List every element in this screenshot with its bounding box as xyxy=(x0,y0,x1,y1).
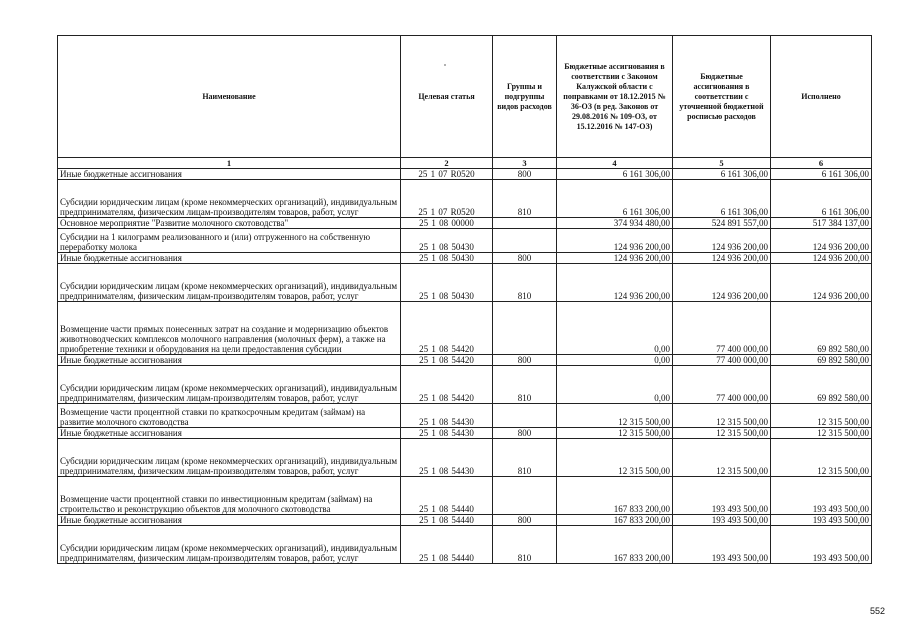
amount-refined: 124 936 200,00 xyxy=(673,229,771,253)
expense-group xyxy=(493,477,557,515)
amount-law: 0,00 xyxy=(557,366,673,404)
header-refined-allocations: Бюджетные ассигнования в соответствии с уточненной бюджетной росписью расходов xyxy=(673,36,771,158)
amount-refined: 193 493 500,00 xyxy=(673,515,771,526)
table-row xyxy=(58,355,872,366)
target-article-code: 25 1 08 50430 xyxy=(401,229,493,253)
amount-refined: 12 315 500,00 xyxy=(673,428,771,439)
row-name: Возмещение части процентной ставки по краткосрочным кредитам (займам) на развитие молочного скотоводства xyxy=(58,404,401,428)
expense-group: 810 xyxy=(493,180,557,218)
amount-law: 167 833 200,00 xyxy=(557,515,673,526)
amount-law: 167 833 200,00 xyxy=(557,526,673,564)
row-name: Субсидии юридическим лицам (кроме некоммерческих организаций), индивидуальным предпринимателям, физическим лицам-производителям товаров, работ, услуг xyxy=(58,526,401,564)
expense-group: 810 xyxy=(493,439,557,477)
amount-refined: 524 891 557,00 xyxy=(673,218,771,229)
column-number: 4 xyxy=(557,158,673,169)
target-article-code: 25 1 08 50430 xyxy=(401,264,493,302)
target-article-code: 25 1 08 54440 xyxy=(401,515,493,526)
amount-law: 0,00 xyxy=(557,355,673,366)
row-name: Иные бюджетные ассигнования xyxy=(58,428,401,439)
table-row xyxy=(58,515,872,526)
amount-executed: 69 892 580,00 xyxy=(771,302,872,355)
table-row xyxy=(58,229,872,253)
expense-group: 800 xyxy=(493,428,557,439)
table-row xyxy=(58,264,872,302)
expense-group xyxy=(493,404,557,428)
budget-table xyxy=(57,35,872,564)
amount-law: 6 161 306,00 xyxy=(557,169,673,180)
target-article-code: 25 1 08 54420 xyxy=(401,355,493,366)
table-row xyxy=(58,253,872,264)
target-article-code: 25 1 08 54430 xyxy=(401,428,493,439)
amount-law: 124 936 200,00 xyxy=(557,229,673,253)
amount-refined: 77 400 000,00 xyxy=(673,302,771,355)
amount-executed: 69 892 580,00 xyxy=(771,366,872,404)
amount-law: 0,00 xyxy=(557,302,673,355)
amount-refined: 124 936 200,00 xyxy=(673,253,771,264)
table-row xyxy=(58,439,872,477)
amount-law: 12 315 500,00 xyxy=(557,404,673,428)
amount-refined: 12 315 500,00 xyxy=(673,404,771,428)
table-row xyxy=(58,526,872,564)
table-row xyxy=(58,366,872,404)
expense-group: 800 xyxy=(493,169,557,180)
amount-refined: 193 493 500,00 xyxy=(673,526,771,564)
column-number: 3 xyxy=(493,158,557,169)
page-number: 552 xyxy=(869,606,885,616)
target-article-code: 25 1 07 R0520 xyxy=(401,180,493,218)
row-name: Субсидии юридическим лицам (кроме некоммерческих организаций), индивидуальным предпринимателям, физическим лицам-производителям товаров, работ, услуг xyxy=(58,180,401,218)
amount-executed: 12 315 500,00 xyxy=(771,439,872,477)
amount-refined: 77 400 000,00 xyxy=(673,366,771,404)
expense-group xyxy=(493,302,557,355)
target-article-code: 25 1 08 54430 xyxy=(401,439,493,477)
amount-executed: 193 493 500,00 xyxy=(771,526,872,564)
amount-executed: 193 493 500,00 xyxy=(771,515,872,526)
header-target-article: Целевая статья xyxy=(401,36,493,158)
expense-group: 800 xyxy=(493,515,557,526)
amount-refined: 6 161 306,00 xyxy=(673,169,771,180)
amount-executed: 6 161 306,00 xyxy=(771,180,872,218)
row-name: Основное мероприятие "Развитие молочного скотоводства" xyxy=(58,218,401,229)
row-name: Иные бюджетные ассигнования xyxy=(58,253,401,264)
row-name: Возмещение части прямых понесенных затрат на создание и модернизацию объектов животноводческих комплексов молочного направления (молочных ферм), а также на приобретение техники и оборудования на цели предоставления субсидии xyxy=(58,302,401,355)
table-row xyxy=(58,169,872,180)
scan-speck xyxy=(444,64,446,66)
row-name: Субсидии юридическим лицам (кроме некоммерческих организаций), индивидуальным предпринимателям, физическим лицам-производителям товаров, работ, услуг xyxy=(58,264,401,302)
row-name: Возмещение части процентной ставки по инвестиционным кредитам (займам) на строительство и реконструкцию объектов для молочного скотоводства xyxy=(58,477,401,515)
amount-law: 124 936 200,00 xyxy=(557,253,673,264)
expense-group: 810 xyxy=(493,264,557,302)
amount-law: 374 934 480,00 xyxy=(557,218,673,229)
target-article-code: 25 1 08 54430 xyxy=(401,404,493,428)
expense-group xyxy=(493,229,557,253)
table-row xyxy=(58,477,872,515)
target-article-code: 25 1 08 54420 xyxy=(401,302,493,355)
amount-executed: 517 384 137,00 xyxy=(771,218,872,229)
row-name: Иные бюджетные ассигнования xyxy=(58,515,401,526)
table-row xyxy=(58,404,872,428)
amount-law: 124 936 200,00 xyxy=(557,264,673,302)
target-article-code: 25 1 08 00000 xyxy=(401,218,493,229)
amount-executed: 69 892 580,00 xyxy=(771,355,872,366)
amount-executed: 12 315 500,00 xyxy=(771,428,872,439)
header-law-allocations: Бюджетные ассигнования в соответствии с Законом Калужской области с поправками от 18.12.2015 № 36-ОЗ (в ред. Законов от 29.08.2016 № 109-ОЗ, от 15.12.2016 № 147-ОЗ) xyxy=(557,36,673,158)
amount-executed: 12 315 500,00 xyxy=(771,404,872,428)
table-row xyxy=(58,180,872,218)
header-executed: Исполнено xyxy=(771,36,872,158)
expense-group: 810 xyxy=(493,366,557,404)
amount-refined: 193 493 500,00 xyxy=(673,477,771,515)
amount-executed: 124 936 200,00 xyxy=(771,264,872,302)
amount-refined: 77 400 000,00 xyxy=(673,355,771,366)
row-name: Субсидии юридическим лицам (кроме некоммерческих организаций), индивидуальным предпринимателям, физическим лицам-производителям товаров, работ, услуг xyxy=(58,366,401,404)
amount-law: 12 315 500,00 xyxy=(557,428,673,439)
amount-refined: 124 936 200,00 xyxy=(673,264,771,302)
expense-group: 800 xyxy=(493,355,557,366)
row-name: Иные бюджетные ассигнования xyxy=(58,355,401,366)
header-expense-groups: Группы и подгруппы видов расходов xyxy=(493,36,557,158)
amount-executed: 124 936 200,00 xyxy=(771,253,872,264)
target-article-code: 25 1 08 54440 xyxy=(401,526,493,564)
amount-executed: 6 161 306,00 xyxy=(771,169,872,180)
column-number: 1 xyxy=(58,158,401,169)
amount-law: 12 315 500,00 xyxy=(557,439,673,477)
header-name: Наименование xyxy=(58,36,401,158)
amount-refined: 6 161 306,00 xyxy=(673,180,771,218)
amount-refined: 12 315 500,00 xyxy=(673,439,771,477)
header-row xyxy=(58,36,872,158)
table-row xyxy=(58,428,872,439)
amount-executed: 124 936 200,00 xyxy=(771,229,872,253)
expense-group xyxy=(493,218,557,229)
amount-law: 167 833 200,00 xyxy=(557,477,673,515)
target-article-code: 25 1 08 54440 xyxy=(401,477,493,515)
target-article-code: 25 1 07 R0520 xyxy=(401,169,493,180)
column-number-row xyxy=(58,158,872,169)
target-article-code: 25 1 08 54420 xyxy=(401,366,493,404)
amount-law: 6 161 306,00 xyxy=(557,180,673,218)
table-body xyxy=(58,169,872,564)
expense-group: 800 xyxy=(493,253,557,264)
row-name: Субсидии юридическим лицам (кроме некоммерческих организаций), индивидуальным предпринимателям, физическим лицам-производителям товаров, работ, услуг xyxy=(58,439,401,477)
row-name: Иные бюджетные ассигнования xyxy=(58,169,401,180)
table-row xyxy=(58,218,872,229)
column-number: 5 xyxy=(673,158,771,169)
amount-executed: 193 493 500,00 xyxy=(771,477,872,515)
target-article-code: 25 1 08 50430 xyxy=(401,253,493,264)
row-name: Субсидии на 1 килограмм реализованного и (или) отгруженного на собственную переработку молока xyxy=(58,229,401,253)
expense-group: 810 xyxy=(493,526,557,564)
column-number: 6 xyxy=(771,158,872,169)
column-number: 2 xyxy=(401,158,493,169)
table-row xyxy=(58,302,872,355)
